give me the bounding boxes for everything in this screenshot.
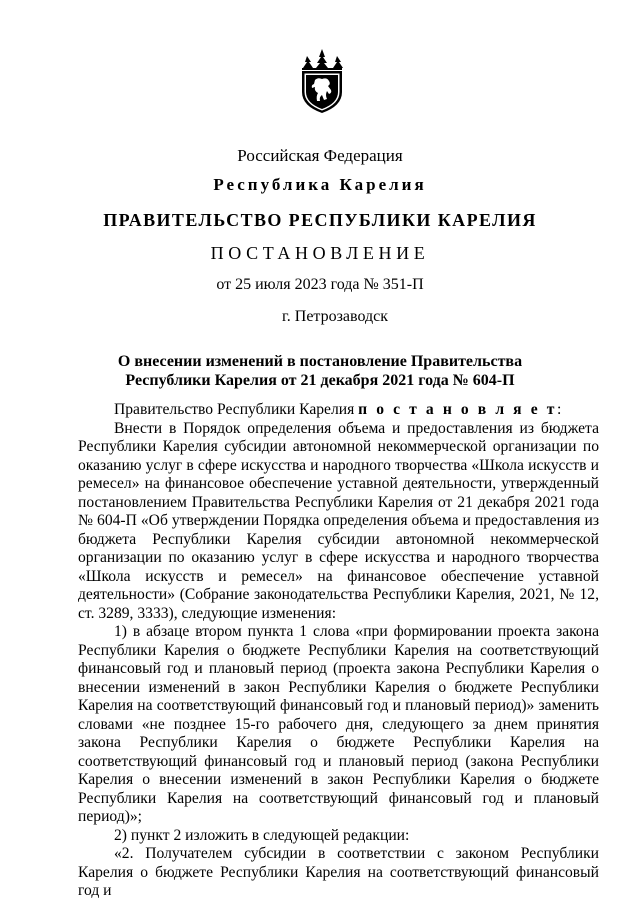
intro-spaced-verb: п о с т а н о в л я е т: [358, 401, 557, 418]
karelia-coat-of-arms-icon: [298, 48, 346, 114]
document-type: ПОСТАНОВЛЕНИЕ: [210, 243, 430, 263]
document-date-number: от 25 июля 2023 года № 351-П: [216, 276, 424, 293]
intro-tail: :: [556, 401, 562, 418]
document-city: г. Петрозаводск: [282, 308, 389, 325]
title-line-2: Республики Карелия от 21 декабря 2021 года № 604-П: [125, 372, 515, 389]
republic-name: Республика Карелия: [213, 175, 427, 194]
title-line-1: О внесении изменений в постановление Правительства: [117, 353, 523, 370]
paragraph-3: 2) пункт 2 изложить в следующей редакции:: [114, 826, 410, 844]
paragraph-1: Внести в Порядок определения объема и предоставления из бюджета Республики Карелия субсидии автономной некоммерческой организации по оказанию услуг в сфере искусства и народного творчества «Школа искусств и ремесел» на финансовое обеспечение уставной деятельности, утвержденный постановлением Правительства Республики Карелия от 21 декабря 2021 года № 604-П «Об утверждении Порядка определения объема и предоставления из бюджета Республики Карелия субсидии автономной некоммерческой организации по оказанию услуг в сфере искусства и народного творчества «Школа искусств и ремесел» на финансовое обеспечение уставной деятельности» (Собрание законодательства Республики Карелия, 2021, № 12, ст. 3289, 3333), следующие изменения:: [78, 419, 599, 622]
paragraph-4: «2. Получателем субсидии в соответствии с законом Республики Карелия о бюджете Республики Карелия на соответствующий финансовый год и: [78, 845, 599, 899]
intro-paragraph: [78, 401, 599, 420]
country-name: Российская Федерация: [237, 146, 403, 165]
paragraph-2: 1) в абзаце втором пункта 1 слова «при формировании проекта закона Республики Карелия о бюджете Республики Карелия на соответствующий финансовый год и плановый период (проекта закона Республики Карелия о внесении изменений в закон Республики Карелия о бюджете Республики Карелия на соответствующий финансовый год и плановый период)» заменить словами «не позднее 15-го рабочего дня, следующего за днем принятия закона Республики Карелия о бюджете Республики Карелия на соответствующий финансовый год и плановый период (закона Республики Карелия о внесении изменений в закон Республики Карелия о бюджете Республики Карелия на соответствующий финансовый год и плановый период)»;: [78, 623, 599, 825]
intro-lead: Правительство Республики Карелия: [114, 401, 359, 418]
document-body: [78, 401, 599, 901]
government-name: ПРАВИТЕЛЬСТВО РЕСПУБЛИКИ КАРЕЛИЯ: [103, 210, 537, 230]
document-title: [0, 352, 640, 390]
